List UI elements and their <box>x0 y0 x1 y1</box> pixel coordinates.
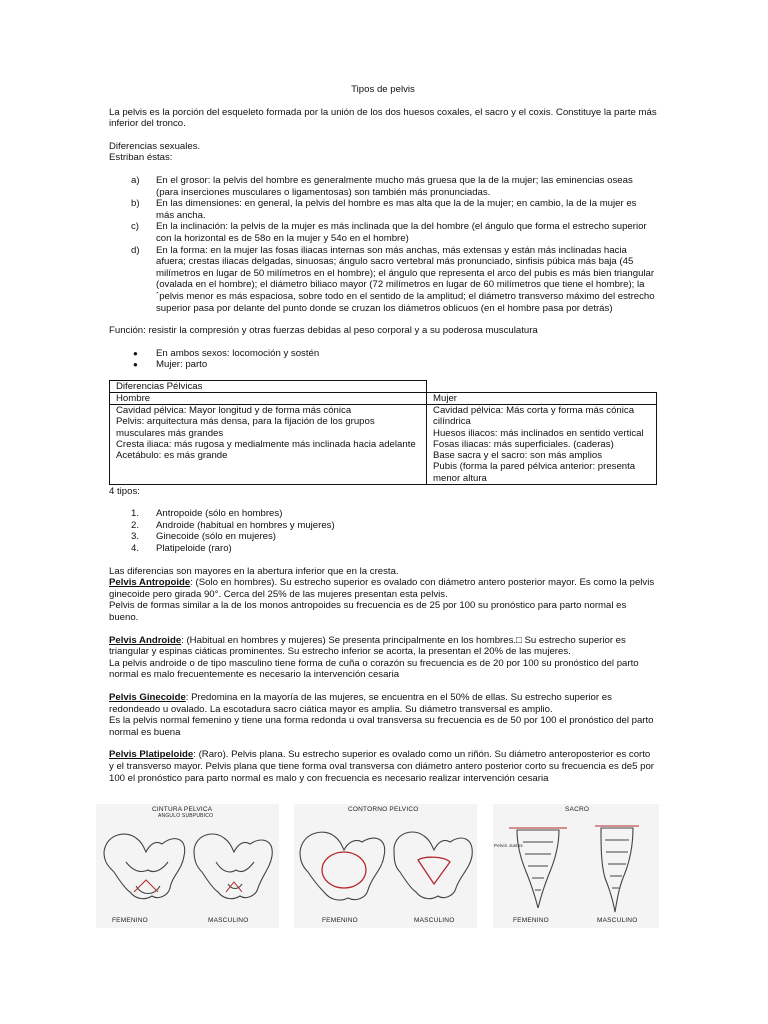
ginecoide-paragraph: Pelvis Ginecoide: Predomina en la mayoría de las mujeres, se encuentra en el 50% de ellas. Su estrecho superior es redondeado u ovalado. La escotadura sacro ciática mayor es amplia. Su diámetro transversal es amplio. <box>109 692 612 715</box>
antropoide-paragraph: Pelvis Antropoide: (Solo en hombres). Su estrecho superior es ovalado con diámetro antero posterior mayor. Es como la pelvis ginecoide pero girada 90°. Cerca del 25% de las mujeres presentan esta pelvis. <box>109 577 655 600</box>
platipeloide-paragraph: Pelvis Platipeloide: (Raro). Pelvis plana. Su estrecho superior es ovalado como un riñón. Su diámetro anteroposterior es corto y el transverso mayor. Pelvis plana que tiene forma oval transversa con diámetro antero posterior corto su frecuencia es de5 por 100 el pronóstico para parto normal es malo y con frecuencia es necesario realizar intervención cesaria <box>109 749 654 784</box>
diferencias-heading: Diferencias sexuales. <box>109 140 201 152</box>
tipos-list <box>109 508 657 554</box>
figure-sacro <box>493 804 659 928</box>
list-item: ● Mujer: parto <box>133 359 208 371</box>
figure-cintura-pelvica <box>96 804 279 928</box>
ginecoide-paragraph-2: Es la pelvis normal femenino y tiene una forma redonda u oval transversa su frecuencia es de 50 por 100 el pronóstico del parto normal es buena <box>109 715 654 738</box>
figure-title: CONTORNO PELVICO <box>348 806 419 813</box>
mujer-cell: Cavidad pélvica: Más corta y forma más cónica cilíndrica Huesos iliacos: más inclinados en sentido vertical Fosas iliacas: más superficiales. (caderas) Base sacra y el sacro: son más amplios Pubis (forma la pared pélvica anterior: presenta menor altura <box>427 405 657 484</box>
figure-label-left: FEMENINO <box>513 917 549 924</box>
list-item: 3. Ginecoide (sólo en mujeres) <box>131 531 276 543</box>
diferencias-mayores: Las diferencias son mayores en la abertura inferior que en la cresta. <box>109 565 399 577</box>
intro-paragraph: La pelvis es la porción del esqueleto formada por la unión de los dos huesos coxales, el sacro y el coxis. Constituye la parte más inferior del tronco. <box>109 106 657 130</box>
list-item: 4. Platipeloide (raro) <box>131 543 232 555</box>
antropoide-paragraph-2: Pelvis de formas similar a la de los monos antropoides su frecuencia es de 25 por 100 su pronóstico para parto normal es bueno. <box>109 600 627 624</box>
figure-side-label: Pelvis Justos <box>494 843 523 848</box>
sacrum-illustration <box>493 804 659 928</box>
antropoide-term: Pelvis Antropoide <box>109 577 191 589</box>
platipeloide-term: Pelvis Platipeloide <box>109 749 194 761</box>
list-item: ● En ambos sexos: locomoción y sostén <box>133 347 320 359</box>
figures-row <box>96 804 659 928</box>
list-item: 2. Androide (habitual en hombres y mujeres) <box>131 519 335 531</box>
figure-title: CINTURA PELVICA <box>152 806 213 813</box>
table-caption: Diferencias Pélvicas <box>110 380 427 392</box>
list-item: a) En el grosor: la pelvis del hombre es generalmente mucho más gruesa que la de la mujer; las eminencias oseas (para inserciones musculares o ligamentosas) son también más pronunciadas. <box>131 174 633 198</box>
figure-contorno-pelvico <box>294 804 477 928</box>
list-item: 1. Antropoide (sólo en hombres) <box>131 508 283 520</box>
hombre-cell: Cavidad pélvica: Mayor longitud y de forma más cónica Pelvis: arquitectura más densa, para la fijación de los grupos musculares más grandes Cresta iliaca: más rugosa y medialmente más inclinada hacia adelante Acetábulo: es más grande <box>110 405 427 484</box>
estriban-text: Estriban éstas: <box>109 152 173 164</box>
pelvis-illustration <box>294 804 477 928</box>
list-item: c) En la inclinación: la pelvis de la mujer es más inclinada que la del hombre (el ángulo que forma el estrecho superior con la horizontal es de 58o en la mujer y 54o en el hombre) <box>131 221 647 244</box>
list-item: d) En la forma: en la mujer las fosas iliacas internas son más anchas, más extensas y están más inclinadas hacia afuera; crestas iliacas delgadas, sinuosas; ángulo sacro vertebral más pronunciado, sinfisis púbica más baja (45 milímetros en lugar de 50 milímetros en el hombre); el ángulo que representa el arco del pubis es más bien triangular (ovalada en el hombre); el diámetro biliaco mayor (72 milímetros en lugar de 60 milímetros que tiene el hombre); la ´pelvis menor es más espaciosa, sobre todo en el sentido de la amplitud; el diámetro transverso máximo del estrecho superior pasa por delante del punto donde se cruzan los diámetros oblicuos (en el hombre pasa por detrás) <box>131 244 655 314</box>
androide-paragraph: Pelvis Androide: (Habitual en hombres y mujeres) Se presenta principalmente en los hombres.□ Su estrecho superior es triangular y espinas ciáticas prominentes. Su estrecho inferior se acorta, la presentan el 20% de las mujeres. <box>109 634 626 658</box>
figure-label-left: FEMENINO <box>112 917 148 924</box>
figure-label-right: MASCULINO <box>208 917 249 924</box>
page-title: Tipos de pelvis <box>351 84 415 95</box>
funcion-list <box>109 348 657 371</box>
androide-term: Pelvis Androide <box>109 634 182 646</box>
pelvis-illustration <box>96 804 279 928</box>
figure-label-right: MASCULINO <box>414 917 455 924</box>
ginecoide-term: Pelvis Ginecoide <box>109 692 186 704</box>
document-page <box>109 84 657 784</box>
diferencias-list <box>109 175 657 314</box>
tipos-heading: 4 tipos: <box>109 485 140 497</box>
funcion-paragraph: Función: resistir la compresión y otras fuerzas debidas al peso corporal y a su poderosa musculatura <box>109 325 538 337</box>
figure-title: SACRO <box>565 806 590 813</box>
figure-subtitle: ANGULO SUBPUBICO <box>158 813 214 819</box>
androide-paragraph-2: La pelvis androide o de tipo masculino tiene forma de cuña o corazón su frecuencia es de 20 por 100 su pronóstico del parto normal es malo frecuentemente es necesario la intervención cesaria <box>109 657 639 681</box>
list-item: b) En las dimensiones: en general, la pelvis del hombre es mas alta que la de la mujer; en cambio, la de la mujer es más ancha. <box>131 198 637 221</box>
column-header-mujer: Mujer <box>427 393 657 405</box>
figure-label-right: MASCULINO <box>597 917 638 924</box>
column-header-hombre: Hombre <box>110 393 427 405</box>
diferencias-pelvicas-table <box>109 380 657 485</box>
figure-label-left: FEMENINO <box>322 917 358 924</box>
